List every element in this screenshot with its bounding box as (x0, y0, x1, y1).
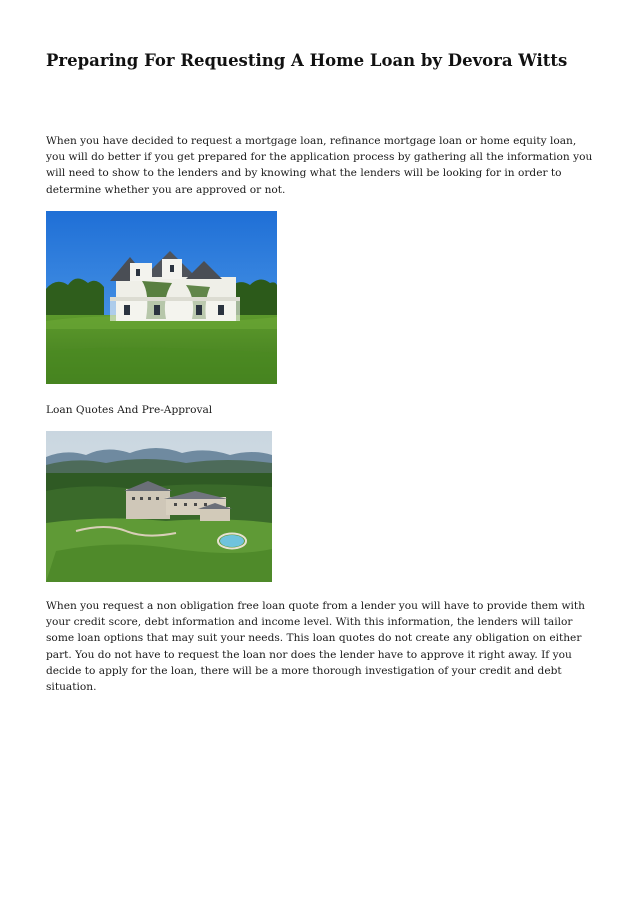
section-heading: Loan Quotes And Pre-Approval (46, 404, 213, 416)
document-title: Preparing For Requesting A Home Loan by Devora Witts (46, 51, 568, 70)
resort-aerial-photo (46, 431, 272, 582)
house-photo-graphic (46, 211, 277, 384)
quotes-paragraph: When you request a non obligation free loan quote from a lender you will have to provide them with your credit score, debt information and income level. With this information, the lenders will tailor some loan options that may suit your needs. This loan quotes do not create any obligation on either part. You do not have to request the loan nor does the lender have to approve it right away. If you decide to apply for the loan, there will be a more thorough investigation of your credit and debt situation. (46, 600, 586, 694)
house-on-lawn-photo (46, 211, 277, 384)
resort-photo-graphic (46, 431, 272, 582)
intro-paragraph: When you have decided to request a mortgage loan, refinance mortgage loan or home equity loan, you will do better if you get prepared for the application process by gathering all the information you will need to show to the lenders and by knowing what the lenders will be looking for in order to determine whether you are approved or not. (46, 135, 593, 196)
